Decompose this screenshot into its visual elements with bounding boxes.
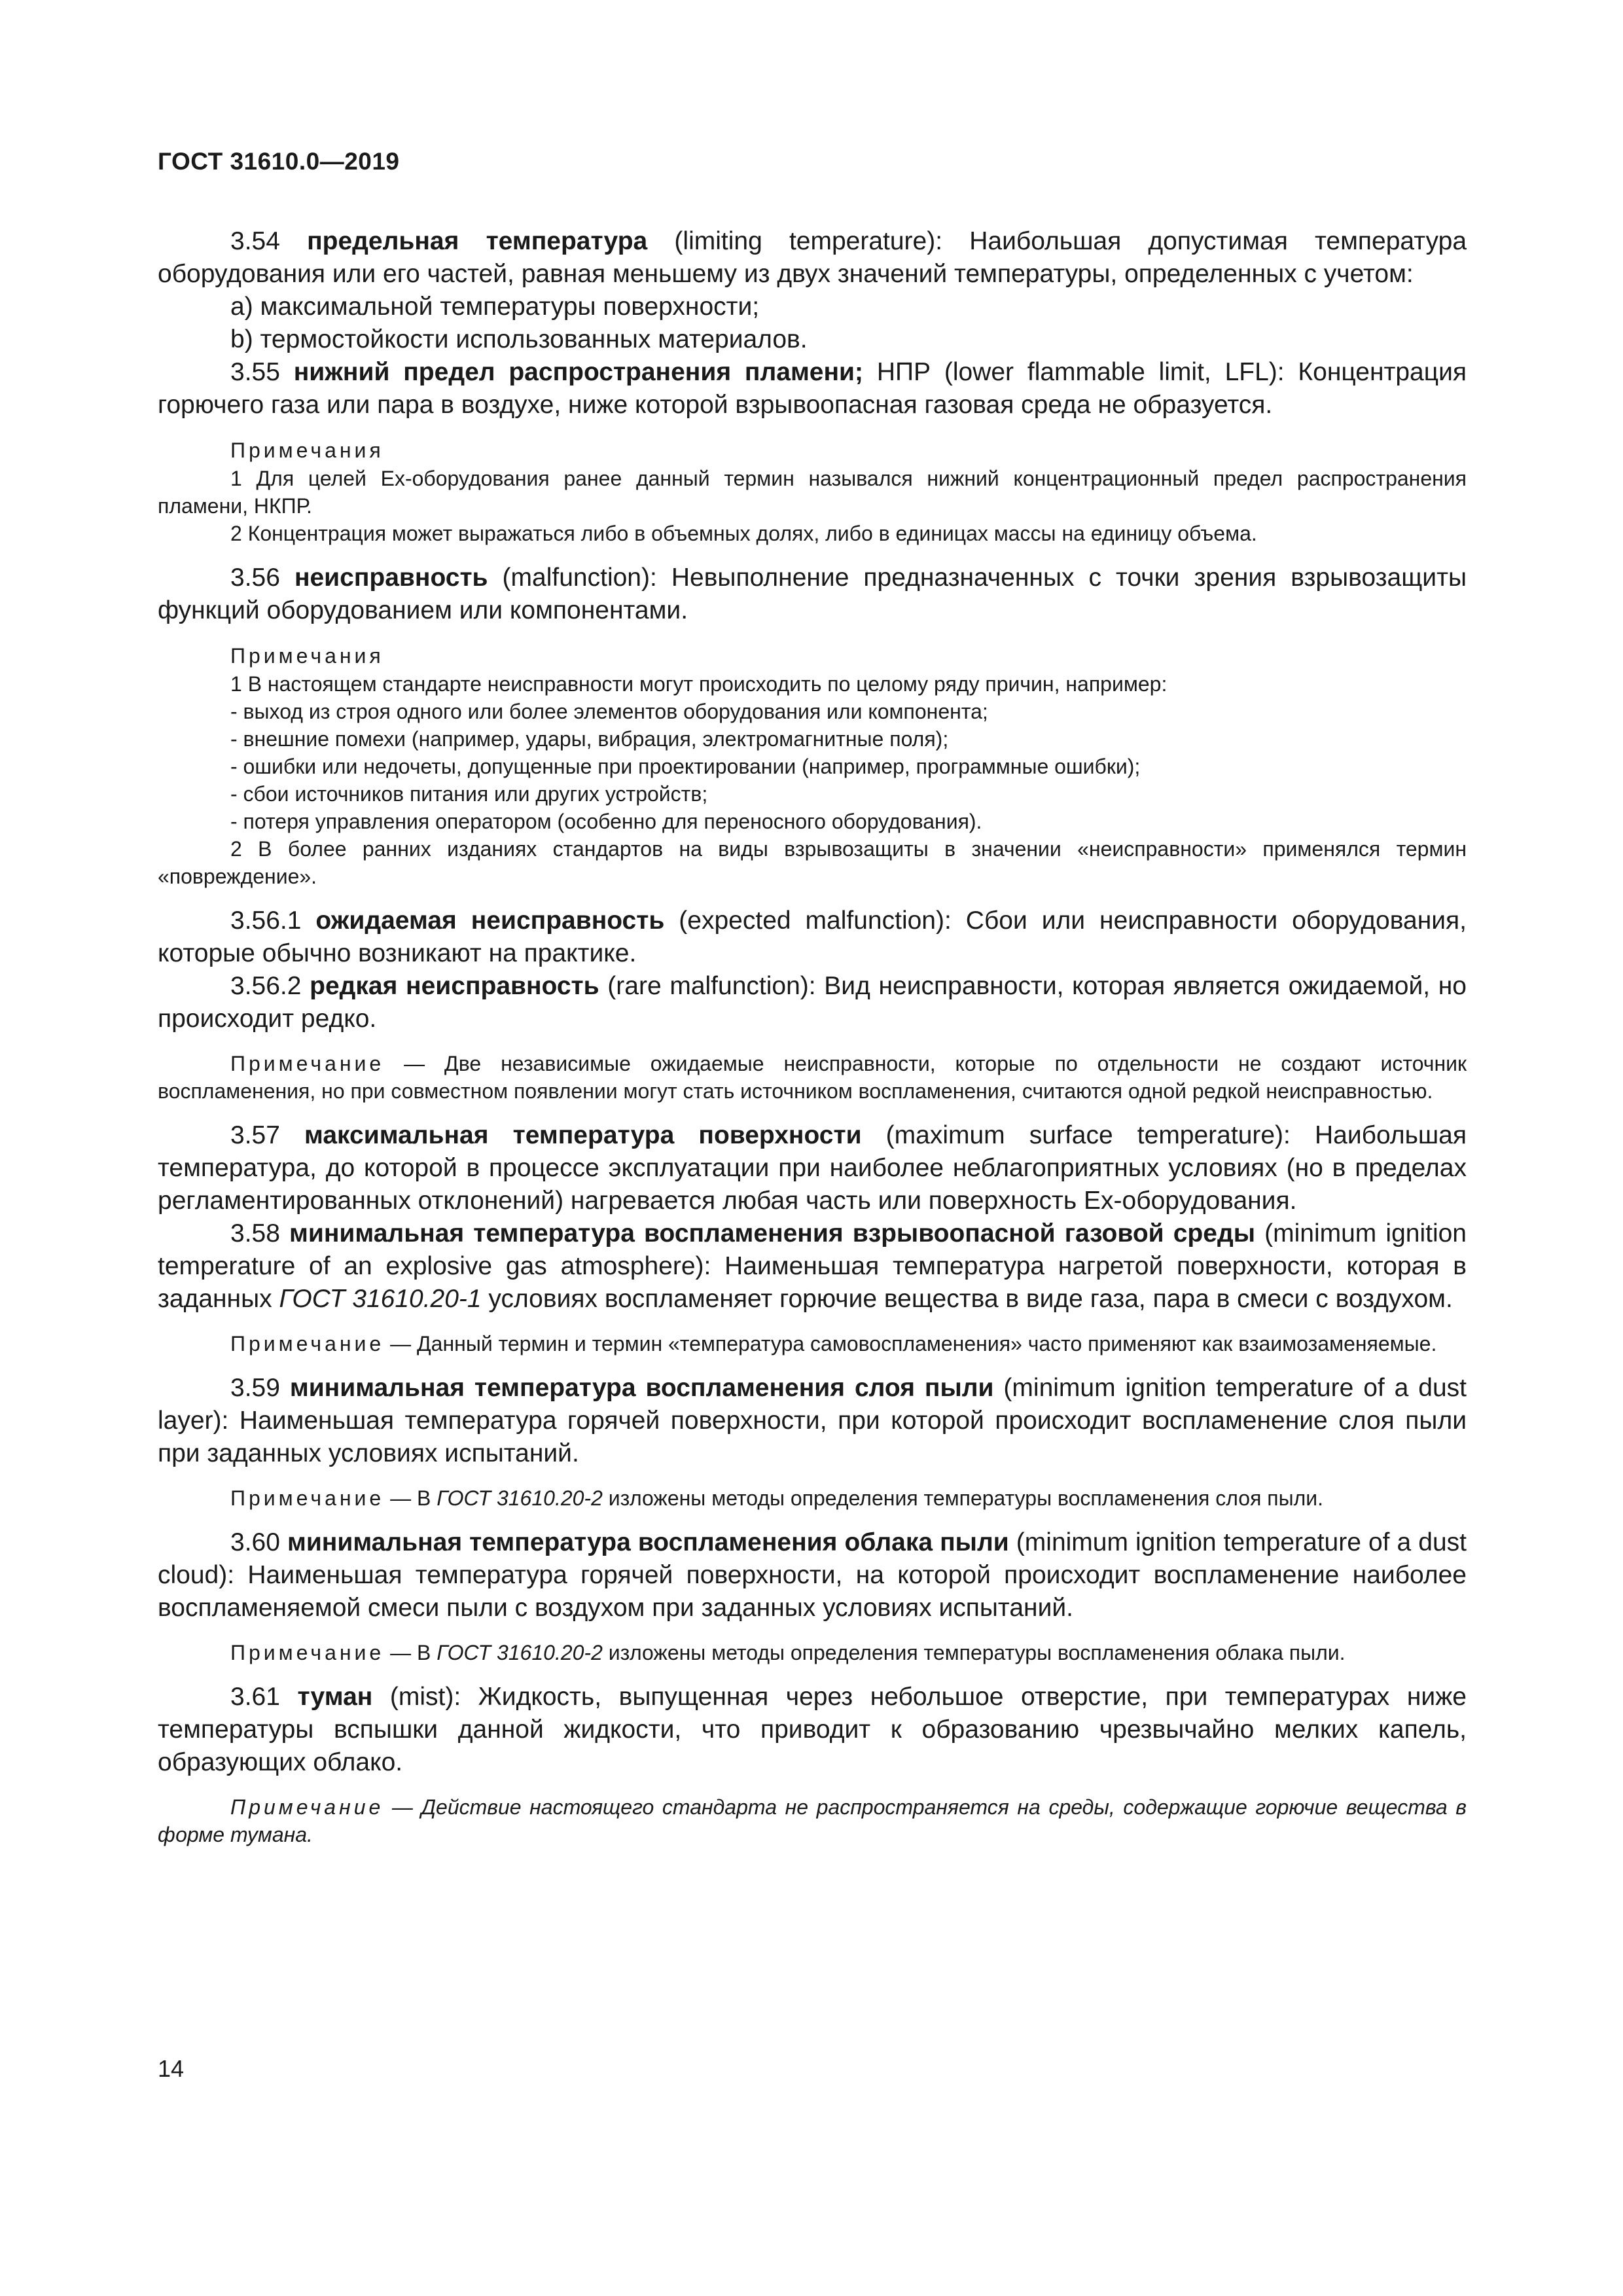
note-paragraph: [158, 1793, 1467, 1848]
note-text-end: изложены методы определения температуры воспламенения слоя пыли.: [602, 1486, 1324, 1510]
term-definition: (mist): Жидкость, выпущенная через небольшое отверстие, при температурах ниже температуры вспышки данной жидкости, что приводит к образованию чрезвычайно мелких капель, образующих облако.: [158, 1683, 1467, 1776]
note-text-end: изложены методы определения температуры воспламенения облака пыли.: [602, 1641, 1346, 1664]
document-body: [158, 225, 1467, 1863]
term-title: минимальная температура воспламенения слоя пыли: [289, 1374, 994, 1402]
term-number: 3.58: [230, 1219, 280, 1247]
term-definition: (minimum ignition temperature of a dust layer): Наименьшая температура горячей поверхности, при которой происходит воспламенение слоя пыли при заданных условиях испытаний.: [158, 1374, 1467, 1467]
term-number: 3.57: [230, 1121, 280, 1149]
term-definition: НПР (lower flammable limit, LFL): Концентрация горючего газа или пара в воздухе, ниже которой взрывоопасная газовая среда не образуется.: [158, 358, 1467, 419]
term-title: предельная температура: [307, 227, 648, 255]
term-definition: (minimum ignition temperature of an explosive gas atmosphere): Наименьшая температура нагретой поверхности, которая в заданных: [158, 1219, 1467, 1313]
note-2: 2 В более ранних изданиях стандартов на виды взрывозащиты в значении «неисправности» применялся термин «повреждение».: [158, 837, 1467, 888]
note-paragraph: [158, 1484, 1467, 1512]
term-number: 3.60: [230, 1528, 280, 1556]
note-paragraph: [158, 1050, 1467, 1105]
term-number: 3.61: [230, 1683, 280, 1711]
list-item: - выход из строя одного или более элементов оборудования или компонента;: [230, 700, 988, 723]
term-title: редкая неисправность: [310, 972, 599, 1000]
notes-heading: Примечания: [230, 644, 384, 668]
note-2: 2 Концентрация может выражаться либо в объемных долях, либо в единицах массы на единицу объема.: [230, 522, 1257, 545]
note-1: 1 Для целей Ex-оборудования ранее данный термин назывался нижний концентрационный предел распространения пламени, НКПР.: [158, 467, 1467, 518]
term-3-54-item-b: b) термостойкости использованных материалов.: [230, 325, 808, 353]
term-title: неисправность: [294, 564, 488, 592]
standard-reference: ГОСТ 31610.20-1: [279, 1285, 482, 1313]
term-3-60: [158, 1526, 1467, 1624]
term-title: ожидаемая неисправность: [315, 906, 665, 935]
term-definition: (malfunction): Невыполнение предназначенных с точки зрения взрывозащиты функций оборудованием или компонентами.: [158, 564, 1467, 624]
term-definition-end: условиях воспламеняет горючие вещества в виде газа, пара в смеси с воздухом.: [481, 1285, 1453, 1313]
notes-3-56: [158, 641, 1467, 890]
note-label: Примечание: [230, 1332, 385, 1355]
term-number: 3.55: [230, 358, 280, 386]
term-definition: (rare malfunction): Вид неисправности, которая является ожидаемой, но происходит редко.: [158, 972, 1467, 1033]
term-definition: (minimum ignition temperature of a dust cloud): Наименьшая температура горячей поверхности, на которой происходит воспламенение наиболее воспламеняемой смеси пыли с воздухом при заданных условиях испытаний.: [158, 1528, 1467, 1622]
notes-heading: Примечания: [230, 439, 384, 462]
list-item: - потеря управления оператором (особенно для переносного оборудования).: [230, 810, 982, 833]
term-number: 3.56.1: [230, 906, 302, 935]
term-3-55: [158, 356, 1467, 422]
page-number: 14: [158, 2055, 185, 2082]
term-definition: (maximum surface temperature): Наибольшая температура, до которой в процессе эксплуатации при наиболее неблагоприятных условиях (но в пределах регламентированных отклонений) нагревается любая часть или поверхность Ex-оборудования.: [158, 1121, 1467, 1215]
term-3-56-2: [158, 970, 1467, 1035]
term-title: нижний предел распространения пламени;: [293, 358, 863, 386]
note-1: 1 В настоящем стандарте неисправности могут происходить по целому ряду причин, например:: [230, 672, 1168, 696]
term-3-61: [158, 1681, 1467, 1779]
term-number: 3.54: [230, 227, 280, 255]
list-item: - ошибки или недочеты, допущенные при проектировании (например, программные ошибки);: [230, 755, 1141, 778]
term-3-54: [158, 225, 1467, 291]
term-definition: (expected malfunction): Сбои или неисправности оборудования, которые обычно возникают на практике.: [158, 906, 1467, 967]
term-title: максимальная температура поверхности: [304, 1121, 862, 1149]
note-text: — Две независимые ожидаемые неисправности, которые по отдельности не создают источник воспламенения, но при совместном появлении могут стать источником воспламенения, считаются одной редкой неисправностью.: [158, 1052, 1467, 1103]
term-3-58: [158, 1217, 1467, 1316]
note-text: — Данный термин и термин «температура самовоспламенения» часто применяют как взаимозаменяемые.: [384, 1332, 1437, 1355]
note-3-61: [158, 1793, 1467, 1848]
term-3-57: [158, 1119, 1467, 1217]
term-3-56: [158, 562, 1467, 627]
standard-reference: ГОСТ 31610.20-2: [437, 1486, 603, 1510]
note-text: — В: [384, 1486, 437, 1510]
document-code-header: ГОСТ 31610.0—2019: [158, 148, 400, 175]
note-label: Примечание: [230, 1641, 385, 1664]
note-3-60: [158, 1639, 1467, 1666]
term-title: минимальная температура воспламенения облака пыли: [287, 1528, 1009, 1556]
term-number: 3.59: [230, 1374, 280, 1402]
note-3-58: [158, 1330, 1467, 1357]
note-label: Примечание: [230, 1795, 384, 1819]
list-item: - внешние помехи (например, удары, вибрация, электромагнитные поля);: [230, 727, 949, 751]
notes-3-55: [158, 436, 1467, 547]
note-3-56-2: [158, 1050, 1467, 1105]
standard-reference: ГОСТ 31610.20-2: [437, 1641, 603, 1664]
note-3-59: [158, 1484, 1467, 1512]
term-number: 3.56.2: [230, 972, 302, 1000]
list-item: - сбои источников питания или других устройств;: [230, 782, 708, 806]
term-3-56-1: [158, 905, 1467, 970]
note-paragraph: [158, 1330, 1467, 1357]
note-text: — В: [384, 1641, 437, 1664]
term-number: 3.56: [230, 564, 280, 592]
note-label: Примечание: [230, 1052, 385, 1075]
term-title: минимальная температура воспламенения взрывоопасной газовой среды: [289, 1219, 1256, 1247]
term-definition: (limiting temperature): Наибольшая допустимая температура оборудования или его частей, равная меньшему из двух значений температуры, определенных с учетом:: [158, 227, 1467, 288]
term-title: туман: [297, 1683, 373, 1711]
note-text: — Действие настоящего стандарта не распространяется на среды, содержащие горючие вещества в форме тумана.: [158, 1795, 1467, 1846]
note-paragraph: [158, 1639, 1467, 1666]
term-3-59: [158, 1372, 1467, 1470]
term-3-54-item-a: а) максимальной температуры поверхности;: [230, 293, 760, 321]
note-label: Примечание: [230, 1486, 385, 1510]
